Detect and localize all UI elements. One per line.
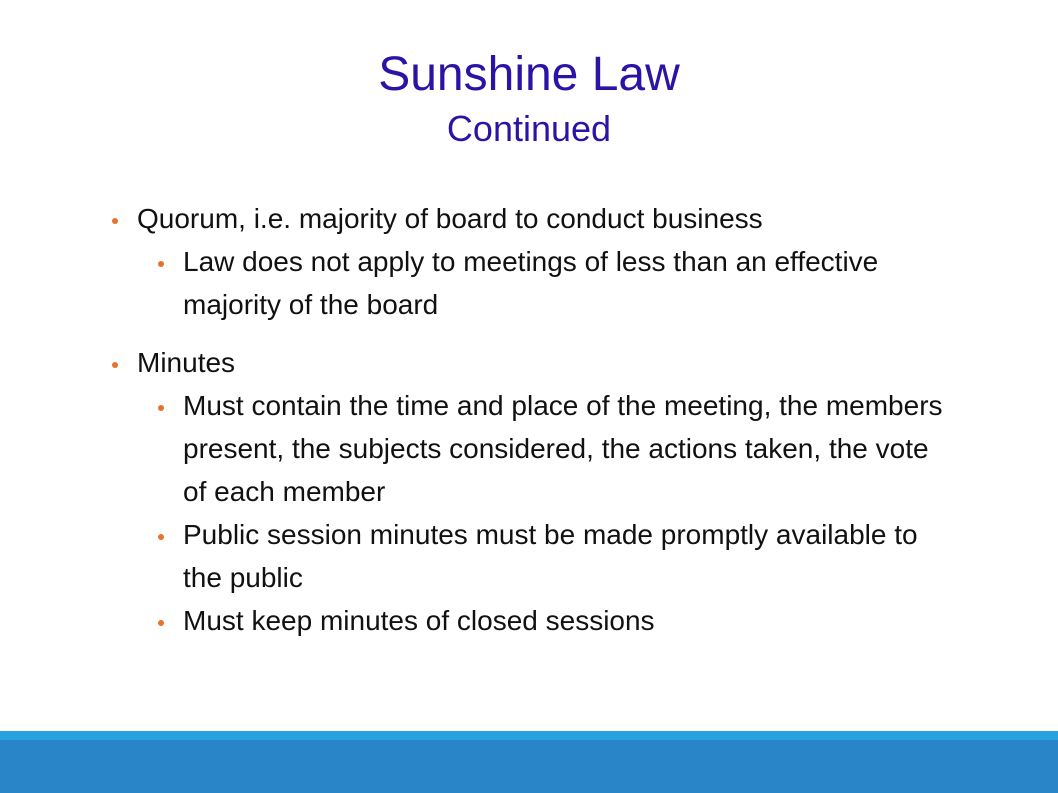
- bullet-icon: [112, 218, 118, 224]
- title-block: [0, 44, 1058, 152]
- bullet-icon: [158, 405, 164, 411]
- bullet-icon: [158, 261, 164, 267]
- footer-accent-line: [0, 731, 1058, 740]
- list-item-text: Quorum, i.e. majority of board to conduct business: [137, 203, 763, 234]
- list-item-text: Minutes: [137, 347, 236, 378]
- sub-list-item: [150, 513, 943, 599]
- slide-subtitle: Continued: [446, 108, 612, 149]
- sub-list-item: [150, 384, 943, 513]
- bullet-list: [104, 197, 1004, 642]
- bullet-icon: [158, 534, 164, 540]
- sub-list-item: [150, 240, 943, 326]
- footer-bar: [0, 740, 1058, 793]
- slide-title: Sunshine Law: [378, 48, 680, 101]
- sub-list-item-text: Must keep minutes of closed sessions: [183, 605, 655, 636]
- list-item-quorum: [104, 197, 1004, 240]
- list-item-minutes: [104, 341, 1004, 384]
- sub-list-item-text: Must contain the time and place of the meeting, the members present, the subjects considered, the actions taken, the vote of each member: [183, 390, 943, 507]
- sub-list-item: [150, 599, 943, 642]
- bullet-icon: [112, 362, 118, 368]
- sub-list-item-text: Public session minutes must be made promptly available to the public: [183, 519, 918, 593]
- sub-list-item-text: Law does not apply to meetings of less than an effective majority of the board: [183, 246, 879, 320]
- bullet-icon: [158, 620, 164, 626]
